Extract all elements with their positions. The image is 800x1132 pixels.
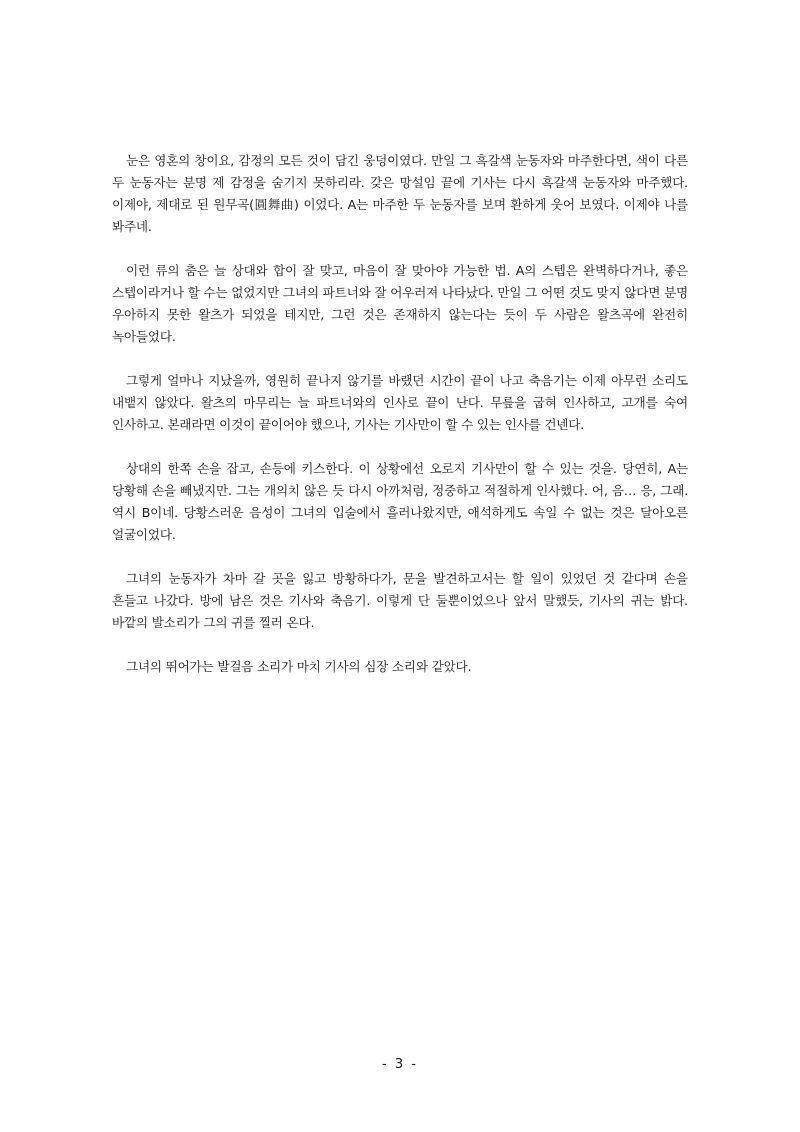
paragraph-2: 이런 류의 춤은 늘 상대와 합이 잘 맞고, 마음이 잘 맞아야 가능한 법. A의 스텝은 완벽하다거나, 좋은 스텝이라거나 할 수는 없었지만 그녀의 파트너와 잘 어우러져 나타났다. 만일 그 어떤 것도 맞지 않다면 분명 우아하지 못한 왈츠가 되었을 테지만, 그런 것은 존재하지 않는다는 듯이 두 사람은 왈츠곡에 완전히 녹아들었다. [112, 263, 688, 344]
paragraph-3: 그렇게 얼마나 지났을까, 영원히 끝나지 않기를 바랬던 시간이 끝이 나고 축음기는 이제 아무런 소리도 내뱉지 않았다. 왈츠의 마무리는 늘 파트너와의 인사로 끝이 난다. 무릎을 굽혀 인사하고, 고개를 숙여 인사하고. 본래라면 이것이 끝이어야 했으나, 기사는 기사만이 할 수 있는 인사를 건넨다. [112, 373, 688, 432]
paragraph-5: 그녀의 눈동자가 차마 갈 곳을 잃고 방황하다가, 문을 발견하고서는 할 일이 있었던 것 같다며 손을 흔들고 나갔다. 방에 남은 것은 기사와 축음기. 이렇게 단 둘뿐이었으나 앞서 말했듯, 기사의 귀는 밝다. 바깥의 발소리가 그의 귀를 찔러 온다. [112, 571, 688, 630]
page-number: - 3 - [382, 1057, 418, 1072]
paragraph-4: 상대의 한쪽 손을 잡고, 손등에 키스한다. 이 상황에선 오로지 기사만이 할 수 있는 것을. 당연히, A는 당황해 손을 빼냈지만. 그는 개의치 않은 듯 다시 아까처럼, 정중하고 적절하게 인사했다. 어, 음… 응, 그래. 역시 B이네. 당황스러운 음성이 그녀의 입술에서 흘러나왔지만, 애석하게도 속일 수 없는 것은 달아오른 얼굴이었다. [112, 461, 688, 542]
paragraph-6: 그녀의 뛰어가는 발걸음 소리가 마치 기사의 심장 소리와 같았다. [126, 659, 472, 674]
body-text [112, 150, 688, 700]
paragraph-1: 눈은 영혼의 창이요, 감정의 모든 것이 담긴 웅덩이였다. 만일 그 흑갈색 눈동자와 마주한다면, 색이 다른 두 눈동자는 분명 제 감정을 숨기지 못하리라. 갖은 망설임 끝에 기사는 다시 흑갈색 눈동자와 마주했다. 이제야, 제대로 된 원무곡(圓舞曲) 이었다. A는 마주한 두 눈동자를 보며 환하게 웃어 보였다. 이제야 나를 봐주네. [112, 153, 688, 234]
